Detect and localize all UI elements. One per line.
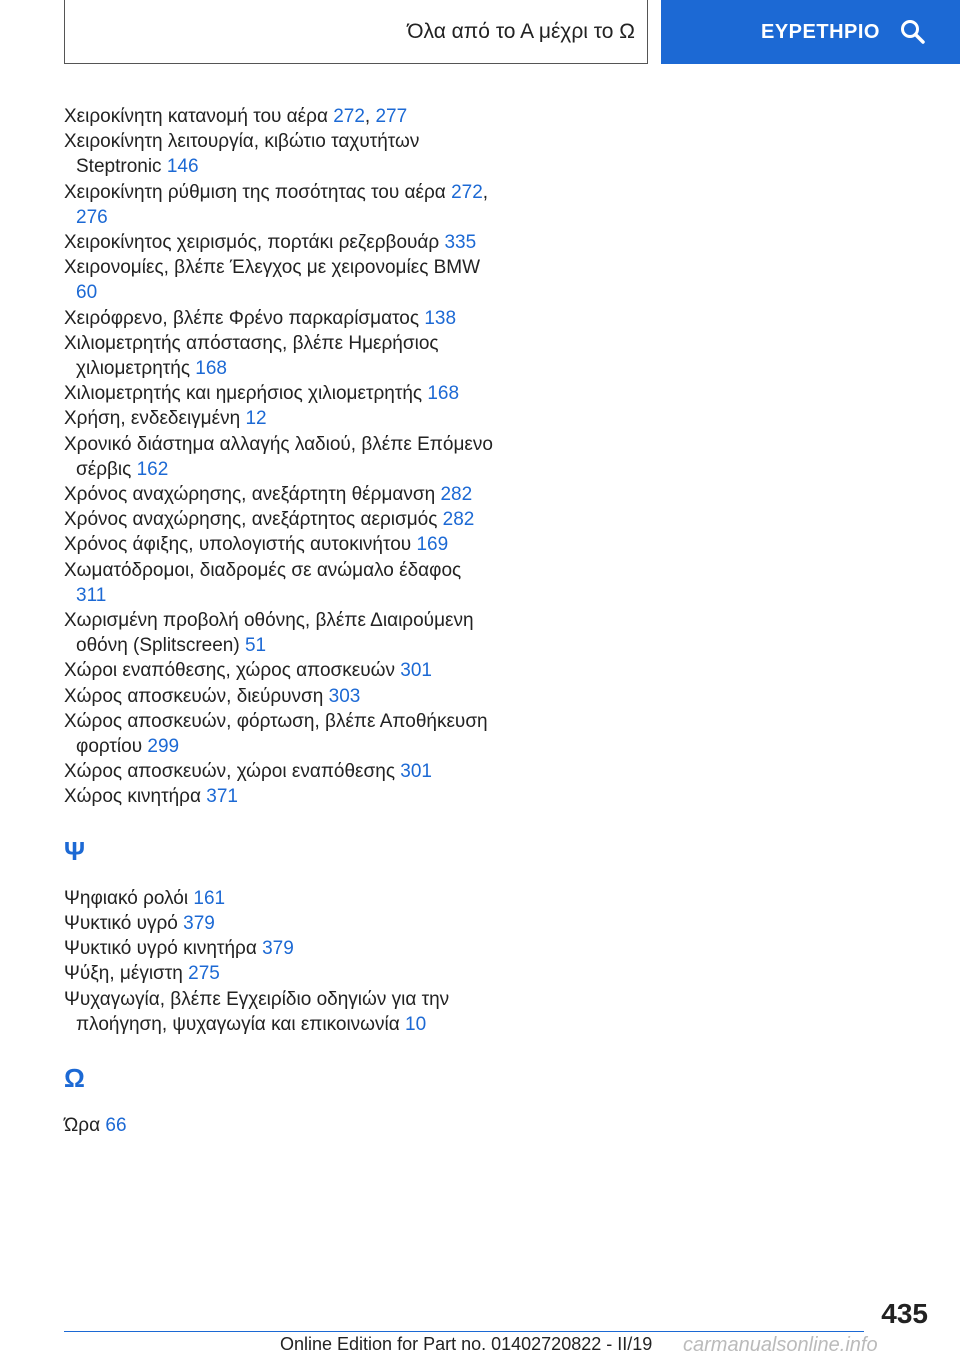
entry-text: Χειρονομίες, βλέπε Έλεγχος με χειρονομίες BMW (64, 257, 481, 279)
page-link[interactable]: 301 (400, 660, 432, 682)
entry-text: Ψύξη, μέγιστη (64, 963, 189, 985)
entry-text: Χρόνος αναχώρησης, ανεξάρτητος αερισμός (64, 509, 443, 531)
entry-text: Χρήση, ενδεδειγμένη (64, 408, 246, 430)
index-entry (64, 886, 494, 911)
index-entry: Χειροκίνητη ρύθμιση της ποσότητας του αέρα 272, 276 (64, 181, 489, 228)
entry-text: Χώρος αποσκευών, χώροι εναπόθεσης (64, 761, 401, 783)
entry-text: Ψυκτικό υγρό κινητήρα (64, 938, 263, 960)
index-entry (64, 255, 494, 305)
entry-text: Χειροκίνητη λειτουργία, κιβώτιο ταχυτήτων Steptronic (64, 131, 420, 178)
page-link[interactable]: 282 (440, 484, 473, 506)
page-link[interactable]: 277 (375, 106, 408, 127)
entry-text: Χωρισμένη προβολή οθόνης, βλέπε Διαιρούμενη οθόνη (Splitscreen) (64, 610, 474, 657)
page-link[interactable]: 303 (328, 685, 361, 707)
entry-text: Χειροκίνητη ρύθμιση της ποσότητας του αέρα (64, 181, 452, 203)
index-button[interactable] (661, 0, 960, 64)
index-entry (64, 911, 494, 936)
page-link[interactable]: 299 (147, 736, 180, 758)
page-link[interactable]: 379 (262, 938, 294, 960)
page-link[interactable]: 282 (442, 509, 475, 531)
breadcrumb-box[interactable] (64, 0, 648, 64)
index-entry (64, 230, 494, 255)
entry-text: Χώροι εναπόθεσης, χώρος αποσκευών (64, 660, 401, 682)
entry-text: Χρόνος άφιξης, υπολογιστής αυτοκινήτου (64, 534, 417, 556)
page-link[interactable]: 146 (166, 156, 199, 178)
entry-text: Χιλιομετρητής και ημερήσιος χιλιομετρητής (64, 383, 428, 405)
entry-text: Χώρος κινητήρα (64, 786, 207, 808)
entry-text: Χειροκίνητος χειρισμός, πορτάκι ρεζερβουάρ (64, 232, 445, 254)
index-entry (64, 406, 494, 431)
page-link[interactable]: 272 (333, 106, 365, 127)
page-link[interactable]: 66 (105, 1114, 127, 1136)
page-link[interactable]: 12 (245, 408, 267, 430)
index-entry (64, 961, 494, 986)
section-letter: Ψ (64, 835, 86, 866)
index-entry (64, 532, 494, 557)
index-label: ΕΥΡΕΤΗΡΙΟ (761, 20, 880, 43)
index-entry (64, 684, 494, 709)
entry-text: Χρονικό διάστημα αλλαγής λαδιού, βλέπε Επόμενο σέρβις (64, 433, 493, 480)
index-entry (64, 936, 494, 961)
footer-divider (64, 1331, 864, 1332)
index-entry (64, 381, 494, 406)
page-link[interactable]: 162 (136, 458, 169, 480)
page-link[interactable]: 168 (195, 358, 227, 380)
index-entry: Χειροκίνητη κατανομή του αέρα 272, 277 (64, 106, 408, 127)
index-entry (64, 331, 494, 381)
index-entry (64, 784, 494, 809)
page-link[interactable]: 275 (188, 963, 220, 985)
index-entry (64, 608, 494, 658)
entry-text: Ψυκτικό υγρό (64, 912, 184, 934)
index-entry (64, 987, 494, 1037)
entry-text: Ψυχαγωγία, βλέπε Εγχειρίδιο οδηγιών για την πλοήγηση, ψυχαγωγία και επικοινωνία (64, 988, 450, 1035)
page-link[interactable]: 138 (424, 307, 457, 329)
entry-text: Χώρος αποσκευών, διεύρυνση (64, 685, 329, 707)
entry-text: Ώρα (64, 1114, 106, 1136)
page-link[interactable]: 379 (183, 912, 215, 934)
breadcrumb[interactable]: Όλα από το Α μέχρι το Ω (407, 19, 635, 43)
entry-text: Χρόνος αναχώρησης, ανεξάρτητη θέρμανση (64, 484, 441, 506)
index-entry (64, 658, 494, 683)
entry-text: Χειρόφρενο, βλέπε Φρένο παρκαρίσματος (64, 307, 425, 329)
section-letter: Ω (64, 1062, 85, 1093)
watermark: carmanualsonline.info (683, 1334, 878, 1356)
page-link[interactable]: 60 (76, 282, 98, 304)
page-link[interactable]: 169 (416, 534, 449, 556)
page-link[interactable]: 272 (451, 181, 483, 203)
index-entry (64, 306, 494, 331)
page-link[interactable]: 168 (427, 383, 460, 405)
entry-text: Χώρος αποσκευών, φόρτωση, βλέπε Αποθήκευση φορτίου (64, 710, 488, 758)
page-link[interactable]: 371 (206, 786, 238, 808)
entry-text: Χωματόδρομοι, διαδρομές σε ανώμαλο έδαφος (64, 559, 462, 581)
page-link[interactable]: 51 (244, 635, 267, 657)
page-link[interactable]: 301 (400, 761, 432, 783)
index-entry (64, 432, 494, 482)
page-number: 435 (881, 1298, 928, 1329)
page-link[interactable]: 10 (405, 1013, 427, 1035)
index-entry (64, 709, 494, 759)
page-link[interactable]: 276 (76, 206, 108, 228)
entry-text: Ψηφιακό ρολόι (64, 887, 194, 909)
page-link[interactable]: 335 (444, 232, 477, 254)
search-icon[interactable] (900, 19, 926, 45)
index-entry (64, 482, 494, 507)
edition-text: Online Edition for Part no. 01402720822 - II/19 (280, 1334, 653, 1354)
entry-text: Χιλιομετρητής απόστασης, βλέπε Ημερήσιος χιλιομετρητής (64, 332, 439, 380)
index-entry (64, 129, 494, 179)
index-entry (64, 759, 494, 784)
page-link[interactable]: 161 (193, 887, 226, 909)
page-link[interactable]: 311 (76, 584, 107, 606)
index-content (64, 104, 494, 1138)
index-entry (64, 507, 494, 532)
entry-text: Χειροκίνητη κατανομή του αέρα (64, 106, 334, 127)
index-entry (64, 558, 494, 608)
index-entry (64, 1113, 494, 1138)
